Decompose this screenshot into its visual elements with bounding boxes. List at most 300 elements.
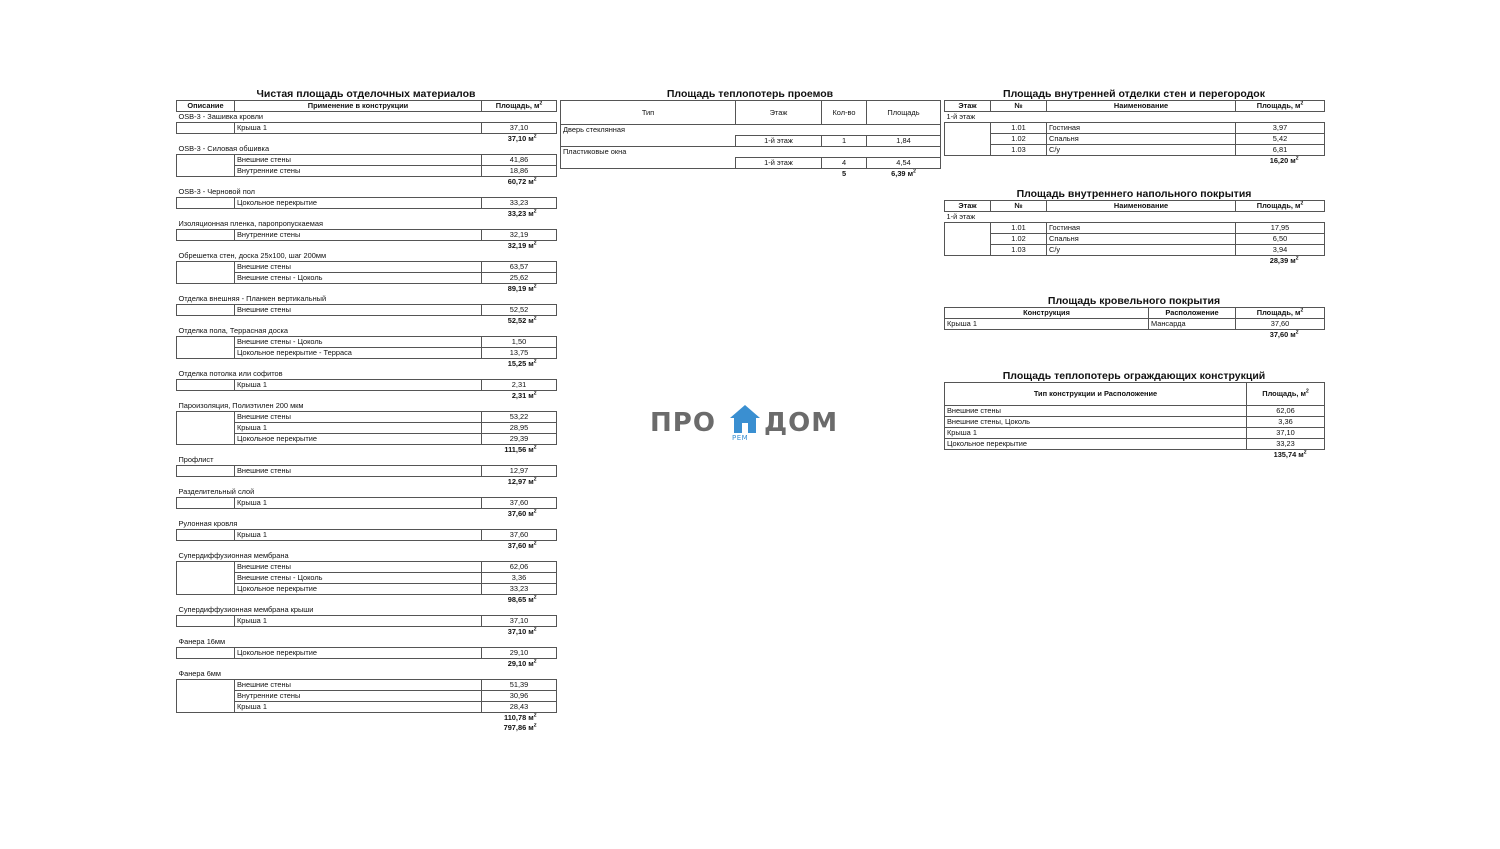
material-indent-cell <box>177 423 235 434</box>
material-total-row <box>177 445 557 456</box>
material-indent-cell <box>177 273 235 284</box>
roof-area: 37,60 <box>1236 319 1325 330</box>
material-name: Профлист <box>178 455 214 464</box>
material-usage: Внутренние стены <box>235 166 482 177</box>
material-usage-row <box>177 562 557 573</box>
envelope-header-area: Площадь, $м^2$ <box>1247 383 1325 406</box>
material-indent-cell <box>177 573 235 584</box>
floor-room-row <box>945 223 1325 234</box>
material-total-spacer <box>177 595 482 606</box>
material-name: Рулонная кровля <box>178 519 238 528</box>
walls-room-row <box>945 134 1325 145</box>
material-group-row <box>177 551 557 562</box>
material-area: 1,50 <box>482 337 557 348</box>
material-area: 2,31 <box>482 380 557 391</box>
material-indent-cell <box>177 466 235 477</box>
material-indent-cell <box>177 562 235 573</box>
roof-title: Площадь кровельного покрытия <box>1047 295 1221 307</box>
material-indent-cell <box>177 584 235 595</box>
material-total-row <box>177 541 557 552</box>
material-total: 110,78 $м^2$ <box>504 712 537 722</box>
walls-header-name: Наименование <box>1047 101 1236 112</box>
material-usage-row <box>177 616 557 627</box>
material-total-row <box>177 284 557 295</box>
material-indent-cell <box>177 155 235 166</box>
material-usage-row <box>177 380 557 391</box>
material-total: 37,60 $м^2$ <box>507 508 537 518</box>
walls-block <box>944 88 1324 166</box>
material-area: 37,60 <box>482 530 557 541</box>
material-total-spacer <box>177 241 482 252</box>
floor-room-name: С/у <box>1047 245 1236 256</box>
material-usage: Внешние стены - Цоколь <box>235 337 482 348</box>
material-name: Супердиффузионная мембрана <box>178 551 289 560</box>
envelope-header-row <box>945 383 1325 406</box>
walls-floor-label: 1-й этаж <box>946 112 976 121</box>
material-indent-cell <box>177 198 235 209</box>
opening-type: Пластиковые окна <box>561 147 941 158</box>
material-grand-total: 797,86 $м^2$ <box>503 723 537 732</box>
openings-header-type: Тип <box>561 101 736 125</box>
walls-total: 16,20 $м^2$ <box>1269 155 1299 165</box>
walls-indent-cell <box>945 134 991 145</box>
walls-room-area: 5,42 <box>1236 134 1325 145</box>
floor-room-area: 3,94 <box>1236 245 1325 256</box>
material-total: 52,52 $м^2$ <box>507 315 537 325</box>
envelope-total: 135,74 $м^2$ <box>1273 449 1307 459</box>
material-total-row <box>177 713 557 724</box>
envelope-area: 37,10 <box>1247 428 1325 439</box>
opening-indent-cell <box>561 136 736 147</box>
materials-table <box>176 100 557 733</box>
envelope-area: 62,06 <box>1247 406 1325 417</box>
walls-room-number: 1.02 <box>991 134 1047 145</box>
material-area: 29,39 <box>482 434 557 445</box>
material-usage: Крыша 1 <box>235 530 482 541</box>
material-usage: Крыша 1 <box>235 423 482 434</box>
floor-room-row <box>945 234 1325 245</box>
material-total-spacer <box>177 659 482 670</box>
material-total-row <box>177 627 557 638</box>
material-total: 33,23 $м^2$ <box>507 208 537 218</box>
floor-room-name: Спальня <box>1047 234 1236 245</box>
material-usage: Внешние стены <box>235 680 482 691</box>
material-total-spacer <box>177 177 482 188</box>
material-name: Изоляционная пленка, паропропускаемая <box>178 219 323 228</box>
material-total-spacer <box>177 477 482 488</box>
material-total: 37,10 $м^2$ <box>507 133 537 143</box>
envelope-type: Внешние стены, Цоколь <box>945 417 1247 428</box>
opening-row <box>561 158 941 169</box>
material-usage: Внешние стены <box>235 262 482 273</box>
material-indent-cell <box>177 616 235 627</box>
floor-indent-cell <box>945 234 991 245</box>
envelope-header-type: Тип конструкции и Расположение <box>945 383 1247 406</box>
envelope-row <box>945 406 1325 417</box>
floor-floor-row <box>945 212 1325 223</box>
floor-header-area: Площадь, $м^2$ <box>1236 201 1325 212</box>
floor-total-spacer <box>945 256 1236 267</box>
walls-table <box>944 100 1325 166</box>
material-indent-cell <box>177 680 235 691</box>
material-usage-row <box>177 123 557 134</box>
walls-total-spacer <box>945 156 1236 167</box>
material-usage-row <box>177 155 557 166</box>
roof-total: 37,60 $м^2$ <box>1269 329 1299 339</box>
material-usage: Внутренние стены <box>235 691 482 702</box>
opening-group-row <box>561 147 941 158</box>
material-usage-row <box>177 498 557 509</box>
walls-header-row <box>945 101 1325 112</box>
floor-total-row <box>945 256 1325 267</box>
material-usage: Внешние стены - Цоколь <box>235 573 482 584</box>
floor-body <box>945 212 1325 267</box>
material-name: Отделка пола, Террасная доска <box>178 326 289 335</box>
material-name: Отделка потолка или софитов <box>178 369 283 378</box>
material-total: 2,31 $м^2$ <box>511 390 537 400</box>
walls-room-name: Гостиная <box>1047 123 1236 134</box>
material-name: Разделительный слой <box>178 487 255 496</box>
opening-area: 1,84 <box>867 136 941 147</box>
material-usage-row <box>177 584 557 595</box>
material-usage: Крыша 1 <box>235 702 482 713</box>
material-area: 51,39 <box>482 680 557 691</box>
openings-block <box>560 88 940 179</box>
envelope-title: Площадь теплопотерь ограждающих конструкций <box>1002 370 1266 382</box>
material-area: 33,23 <box>482 198 557 209</box>
material-name: OSB-3 - Зашивка кровли <box>178 112 264 121</box>
material-indent-cell <box>177 498 235 509</box>
material-area: 41,86 <box>482 155 557 166</box>
material-total: 37,10 $м^2$ <box>507 626 537 636</box>
openings-header-floor: Этаж <box>736 101 822 125</box>
material-total-row <box>177 134 557 145</box>
floor-room-number: 1.03 <box>991 245 1047 256</box>
floor-floor-label: 1-й этаж <box>946 212 976 221</box>
material-grand-total-spacer <box>177 723 482 733</box>
material-total-spacer <box>177 316 482 327</box>
walls-room-name: С/у <box>1047 145 1236 156</box>
floor-header-floor: Этаж <box>945 201 991 212</box>
material-total-spacer <box>177 134 482 145</box>
material-group-row <box>177 605 557 616</box>
material-area: 37,10 <box>482 616 557 627</box>
material-area: 28,95 <box>482 423 557 434</box>
opening-row <box>561 136 941 147</box>
opening-count: 4 <box>822 158 867 169</box>
openings-header-area: Площадь <box>867 101 941 125</box>
floor-header-number: № <box>991 201 1047 212</box>
roof-block <box>944 295 1324 340</box>
material-name: Обрешетка стен, доска 25х100, шаг 200мм <box>178 251 327 260</box>
material-group-row <box>177 519 557 530</box>
material-indent-cell <box>177 648 235 659</box>
walls-indent-cell <box>945 145 991 156</box>
logo-word-small: РЕМ <box>732 434 749 442</box>
floor-total: 28,39 $м^2$ <box>1269 255 1299 265</box>
material-group-row <box>177 326 557 337</box>
opening-area: 4,54 <box>867 158 941 169</box>
roof-location: Мансарда <box>1149 319 1236 330</box>
material-usage: Внешние стены <box>235 155 482 166</box>
floor-room-area: 17,95 <box>1236 223 1325 234</box>
openings-header-row <box>561 101 941 125</box>
material-indent-cell <box>177 348 235 359</box>
walls-header-floor: Этаж <box>945 101 991 112</box>
opening-total-row <box>561 169 941 180</box>
material-usage-row <box>177 412 557 423</box>
material-usage-row <box>177 423 557 434</box>
roof-total-row <box>945 330 1325 341</box>
material-usage-row <box>177 680 557 691</box>
material-total: 111,56 $м^2$ <box>504 444 537 454</box>
material-total: 32,19 $м^2$ <box>507 240 537 250</box>
material-usage: Цокольное перекрытие <box>235 434 482 445</box>
material-area: 3,36 <box>482 573 557 584</box>
material-area: 37,10 <box>482 123 557 134</box>
material-indent-cell <box>177 530 235 541</box>
floor-indent-cell <box>945 245 991 256</box>
material-area: 18,86 <box>482 166 557 177</box>
material-area: 28,43 <box>482 702 557 713</box>
material-total-row <box>177 509 557 520</box>
material-usage: Внешние стены <box>235 412 482 423</box>
material-usage-row <box>177 691 557 702</box>
material-usage-row <box>177 573 557 584</box>
material-group-row <box>177 669 557 680</box>
materials-body <box>177 112 557 734</box>
material-group-row <box>177 455 557 466</box>
material-usage-row <box>177 198 557 209</box>
material-total-row <box>177 209 557 220</box>
material-name: Отделка внешняя - Планкен вертикальный <box>178 294 327 303</box>
walls-room-area: 6,81 <box>1236 145 1325 156</box>
opening-floor: 1-й этаж <box>736 158 822 169</box>
material-total: 12,97 $м^2$ <box>507 476 537 486</box>
material-usage-row <box>177 337 557 348</box>
envelope-row <box>945 428 1325 439</box>
material-usage-row <box>177 262 557 273</box>
material-usage: Цокольное перекрытие <box>235 198 482 209</box>
opening-indent-cell <box>561 158 736 169</box>
material-name: OSB-3 - Силовая обшивка <box>178 144 270 153</box>
material-group-row <box>177 401 557 412</box>
walls-header-area: Площадь, $м^2$ <box>1236 101 1325 112</box>
walls-floor-row <box>945 112 1325 123</box>
roof-total-spacer <box>945 330 1236 341</box>
material-indent-cell <box>177 305 235 316</box>
material-group-row <box>177 487 557 498</box>
material-indent-cell <box>177 412 235 423</box>
roof-body <box>945 319 1325 341</box>
envelope-total-row <box>945 450 1325 461</box>
material-total-row <box>177 391 557 402</box>
material-total-row <box>177 359 557 370</box>
material-area: 53,22 <box>482 412 557 423</box>
roof-header-row <box>945 308 1325 319</box>
material-usage: Внешние стены <box>235 562 482 573</box>
material-usage-row <box>177 230 557 241</box>
material-area: 30,96 <box>482 691 557 702</box>
walls-title: Площадь внутренней отделки стен и перегородок <box>1003 88 1265 100</box>
logo-word-left: ПРО <box>650 408 716 438</box>
floor-room-area: 6,50 <box>1236 234 1325 245</box>
material-total-spacer <box>177 445 482 456</box>
material-indent-cell <box>177 166 235 177</box>
material-usage: Цокольное перекрытие <box>235 648 482 659</box>
roof-header-area: Площадь, $м^2$ <box>1236 308 1325 319</box>
material-usage: Крыша 1 <box>235 380 482 391</box>
opening-count: 1 <box>822 136 867 147</box>
floor-table <box>944 200 1325 266</box>
openings-title: Площадь теплопотерь проемов <box>666 88 834 100</box>
roof-header-construction: Конструкция <box>945 308 1149 319</box>
opening-total-count: 5 <box>841 169 847 178</box>
material-usage: Цокольное перекрытие - Терраса <box>235 348 482 359</box>
material-usage-row <box>177 466 557 477</box>
material-total-spacer <box>177 541 482 552</box>
envelope-type: Цокольное перекрытие <box>945 439 1247 450</box>
opening-floor: 1-й этаж <box>736 136 822 147</box>
materials-header-usage: Применение в конструкции <box>235 101 482 112</box>
walls-room-area: 3,97 <box>1236 123 1325 134</box>
walls-room-name: Спальня <box>1047 134 1236 145</box>
material-usage: Цокольное перекрытие <box>235 584 482 595</box>
material-total-row <box>177 595 557 606</box>
material-total-spacer <box>177 713 482 724</box>
material-group-row <box>177 251 557 262</box>
roof-table <box>944 307 1325 340</box>
walls-total-row <box>945 156 1325 167</box>
floor-room-row <box>945 245 1325 256</box>
material-name: OSB-3 - Черновой пол <box>178 187 255 196</box>
material-usage: Внутренние стены <box>235 230 482 241</box>
walls-room-row <box>945 145 1325 156</box>
envelope-type: Внешние стены <box>945 406 1247 417</box>
opening-total-spacer <box>561 169 822 180</box>
material-usage: Внешние стены - Цоколь <box>235 273 482 284</box>
material-group-row <box>177 144 557 155</box>
materials-header-description: Описание <box>177 101 235 112</box>
material-total-row <box>177 316 557 327</box>
opening-group-row <box>561 125 941 136</box>
material-total-row <box>177 241 557 252</box>
floor-header-row <box>945 201 1325 212</box>
material-usage: Крыша 1 <box>235 123 482 134</box>
material-area: 13,75 <box>482 348 557 359</box>
material-area: 37,60 <box>482 498 557 509</box>
materials-header-area: Площадь, $м^2$ <box>482 101 557 112</box>
material-total: 29,10 $м^2$ <box>507 658 537 668</box>
material-area: 63,57 <box>482 262 557 273</box>
material-grand-total-row <box>177 723 557 733</box>
material-usage-row <box>177 648 557 659</box>
material-name: Супердиффузионная мембрана крыши <box>178 605 314 614</box>
material-indent-cell <box>177 434 235 445</box>
house-icon <box>728 404 762 434</box>
material-usage-row <box>177 273 557 284</box>
material-usage: Внешние стены <box>235 466 482 477</box>
walls-indent-cell <box>945 123 991 134</box>
material-indent-cell <box>177 262 235 273</box>
opening-type: Дверь стеклянная <box>561 125 941 136</box>
material-usage-row <box>177 166 557 177</box>
openings-body <box>561 125 941 180</box>
material-total-spacer <box>177 284 482 295</box>
walls-room-row <box>945 123 1325 134</box>
material-total-spacer <box>177 359 482 370</box>
material-name: Фанера 6мм <box>178 669 221 678</box>
walls-header-number: № <box>991 101 1047 112</box>
material-name: Пароизоляция, Полиэтилен 200 мкм <box>178 401 304 410</box>
material-name: Фанера 16мм <box>178 637 226 646</box>
roof-construction: Крыша 1 <box>945 319 1149 330</box>
floor-title: Площадь внутреннего напольного покрытия <box>1016 188 1252 200</box>
material-indent-cell <box>177 230 235 241</box>
envelope-area: 33,23 <box>1247 439 1325 450</box>
envelope-total-spacer <box>945 450 1247 461</box>
material-group-row <box>177 219 557 230</box>
material-total: 98,65 $м^2$ <box>507 594 537 604</box>
material-total: 15,25 $м^2$ <box>507 358 537 368</box>
floor-room-name: Гостиная <box>1047 223 1236 234</box>
material-area: 62,06 <box>482 562 557 573</box>
material-usage-row <box>177 348 557 359</box>
material-area: 25,62 <box>482 273 557 284</box>
material-total-row <box>177 477 557 488</box>
envelope-block <box>944 370 1324 460</box>
material-area: 12,97 <box>482 466 557 477</box>
envelope-row <box>945 439 1325 450</box>
opening-total-area: 6,39 $м^2$ <box>891 168 916 178</box>
walls-room-number: 1.03 <box>991 145 1047 156</box>
material-usage: Внешние стены <box>235 305 482 316</box>
material-indent-cell <box>177 123 235 134</box>
roof-row <box>945 319 1325 330</box>
material-total: 89,19 $м^2$ <box>507 283 537 293</box>
openings-header-count: Кол-во <box>822 101 867 125</box>
walls-body <box>945 112 1325 167</box>
material-total: 60,72 $м^2$ <box>507 176 537 186</box>
material-total-row <box>177 659 557 670</box>
material-area: 29,10 <box>482 648 557 659</box>
material-total-row <box>177 177 557 188</box>
prodom-logo <box>650 404 850 444</box>
materials-header-row <box>177 101 557 112</box>
material-indent-cell <box>177 702 235 713</box>
materials-block <box>176 88 556 733</box>
floor-indent-cell <box>945 223 991 234</box>
material-area: 33,23 <box>482 584 557 595</box>
floor-header-name: Наименование <box>1047 201 1236 212</box>
material-usage: Крыша 1 <box>235 616 482 627</box>
material-area: 52,52 <box>482 305 557 316</box>
floor-block <box>944 188 1324 266</box>
material-group-row <box>177 112 557 123</box>
material-total-spacer <box>177 627 482 638</box>
walls-room-number: 1.01 <box>991 123 1047 134</box>
material-group-row <box>177 187 557 198</box>
material-area: 32,19 <box>482 230 557 241</box>
material-group-row <box>177 294 557 305</box>
floor-room-number: 1.01 <box>991 223 1047 234</box>
material-usage-row <box>177 305 557 316</box>
envelope-area: 3,36 <box>1247 417 1325 428</box>
material-total-spacer <box>177 509 482 520</box>
envelope-type: Крыша 1 <box>945 428 1247 439</box>
material-indent-cell <box>177 337 235 348</box>
material-usage: Крыша 1 <box>235 498 482 509</box>
